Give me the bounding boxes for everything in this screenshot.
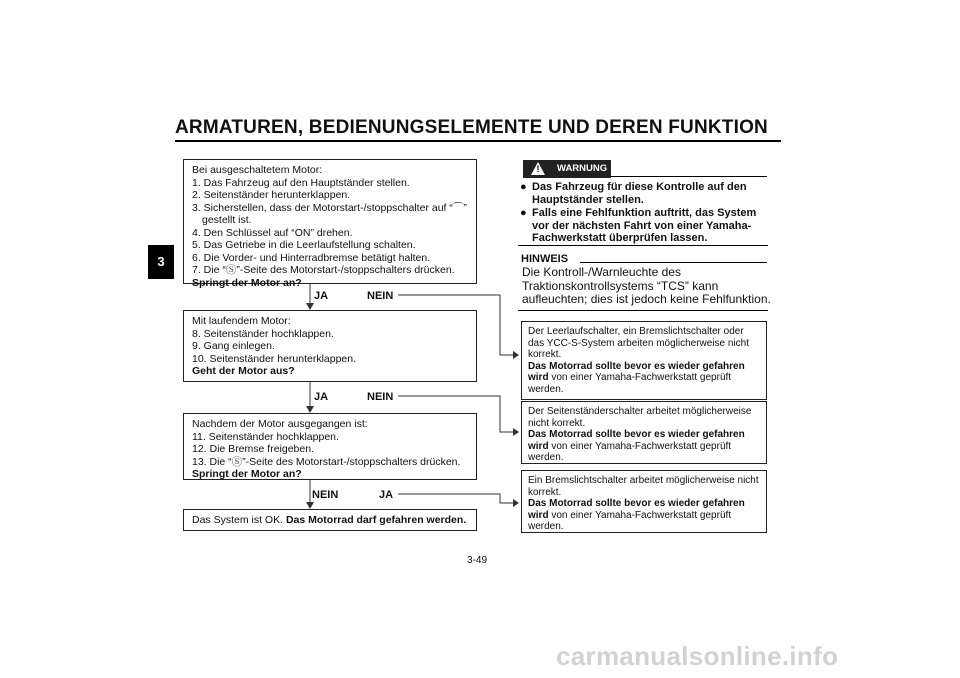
result-text-tail: von einer Yamaha-Fachwerkstatt geprüft werden. [528, 440, 732, 463]
arrowhead-right-1 [513, 351, 519, 359]
note-heading: HINWEIS [521, 253, 569, 265]
warning-badge [523, 160, 611, 178]
step-text: Bei ausgeschaltetem Motor: [192, 164, 323, 176]
step-text: Mit laufendem Motor: [192, 315, 291, 327]
step-text: 6. Die Vorder- und Hinterradbremse betätigt halten. [192, 251, 431, 264]
result-text-bold: Das Motorrad sollte bevor es wieder gefahren wird [528, 498, 745, 521]
arrowhead-right-2 [513, 428, 519, 436]
bullet-icon: ● [520, 207, 527, 219]
step-text: 9. Gang einlegen. [192, 340, 275, 352]
step-text: 12. Die Bremse freigeben. [192, 443, 314, 455]
result-text-tail: von einer Yamaha-Fachwerkstatt geprüft werden. [528, 509, 732, 532]
warning-item: ● Das Fahrzeug für diese Kontrolle auf den Hauptständer stellen. [520, 181, 747, 206]
flow-step-box-3 [183, 413, 477, 480]
watermark: carmanualsonline.info [556, 641, 839, 671]
step-text: 13. Die “Ⓢ”-Seite des Motorstart-/stoppschalters drücken. [192, 455, 461, 468]
note-text: Die Kontroll-/Warnleuchte des Traktionskontrollsystems “TCS” kann aufleuchten; dies ist jedoch keine Fehlfunktion. [522, 265, 771, 306]
result-box-2 [521, 401, 767, 464]
result-text: Ein Bremslichtschalter arbeitet möglicherweise nicht korrekt. [528, 475, 759, 498]
exclamation-icon: ! [536, 164, 540, 174]
step-question: Geht der Motor aus? [192, 365, 295, 377]
result-text-tail: von einer Yamaha-Fachwerkstatt geprüft werden. [528, 372, 732, 395]
warning-item: ● Falls eine Fehlfunktion auftritt, das System vor der nächsten Fahrt von einer Yamaha-Fachwerkstatt überprüfen lassen. [520, 207, 757, 244]
step-text: 7. Die “Ⓢ”-Seite des Motorstart-/stoppschalters drücken. [192, 264, 455, 276]
branch-label-ja: JA [314, 391, 329, 403]
branch-label-nein: NEIN [312, 489, 339, 501]
flow-step-box-2 [183, 310, 477, 382]
step-text: 2. Seitenständer herunterklappen. [192, 189, 351, 201]
flow-step-box-1 [183, 159, 477, 289]
result-text: Der Leerlaufschalter, ein Bremslichtschalter oder das YCC-S-System arbeiten möglicherweise nicht korrekt. [528, 326, 750, 360]
final-text-bold: Das Motorrad darf gefahren werden. [285, 514, 467, 526]
step-text: 8. Seitenständer hochklappen. [192, 327, 334, 340]
warning-bottom-rule [518, 245, 768, 246]
branch-label-nein: NEIN [367, 391, 394, 403]
branch-label-ja: JA [314, 290, 329, 302]
arrowhead-down-3 [306, 502, 314, 509]
arrowhead-down-2 [306, 406, 314, 413]
step-text: 5. Das Getriebe in die Leerlaufstellung schalten. [192, 239, 416, 251]
branch-label-ja: JA [379, 489, 394, 501]
page-number: 3-49 [467, 555, 488, 566]
note-bottom-rule [518, 310, 768, 311]
result-box-3 [521, 470, 767, 533]
step-text: 4. Den Schlüssel auf “ON” drehen. [192, 226, 353, 239]
step-text: 11. Seitenständer hochklappen. [192, 430, 339, 443]
step-question: Springt der Motor an? [192, 468, 302, 480]
result-text-bold: Das Motorrad sollte bevor es wieder gefahren wird [528, 360, 745, 383]
step-text: Nachdem der Motor ausgegangen ist: [192, 418, 368, 430]
branch-label-nein: NEIN [367, 290, 394, 302]
result-text-bold: Das Motorrad sollte bevor es wieder gefahren wird [528, 429, 745, 452]
warning-label: WARNUNG [557, 163, 608, 174]
connector-ja-3 [398, 494, 513, 503]
arrowhead-down-1 [306, 303, 314, 310]
warning-rule [611, 176, 767, 177]
result-box-1 [521, 321, 767, 400]
warning-list [518, 181, 768, 246]
step-text: 1. Das Fahrzeug auf den Hauptständer stellen. [192, 176, 410, 189]
arrowhead-right-3 [513, 499, 519, 507]
final-text: Das System ist OK. [192, 514, 286, 526]
step-text: gestellt ist. [202, 214, 252, 226]
step-text: 3. Sicherstellen, dass der Motorstart-/stoppschalter auf “⌒” [192, 201, 467, 214]
result-text: Der Seitenständerschalter arbeitet möglicherweise nicht korrekt. [528, 406, 752, 429]
bullet-icon: ● [520, 181, 527, 193]
flow-step-box-final [183, 509, 477, 531]
chapter-tab: 3 [148, 245, 174, 279]
step-text: 10. Seitenständer herunterklappen. [192, 352, 357, 365]
step-question: Springt der Motor an? [192, 276, 302, 289]
note-rule [580, 262, 767, 263]
page-title: ARMATUREN, BEDIENUNGSELEMENTE UND DEREN FUNKTION [175, 117, 768, 138]
